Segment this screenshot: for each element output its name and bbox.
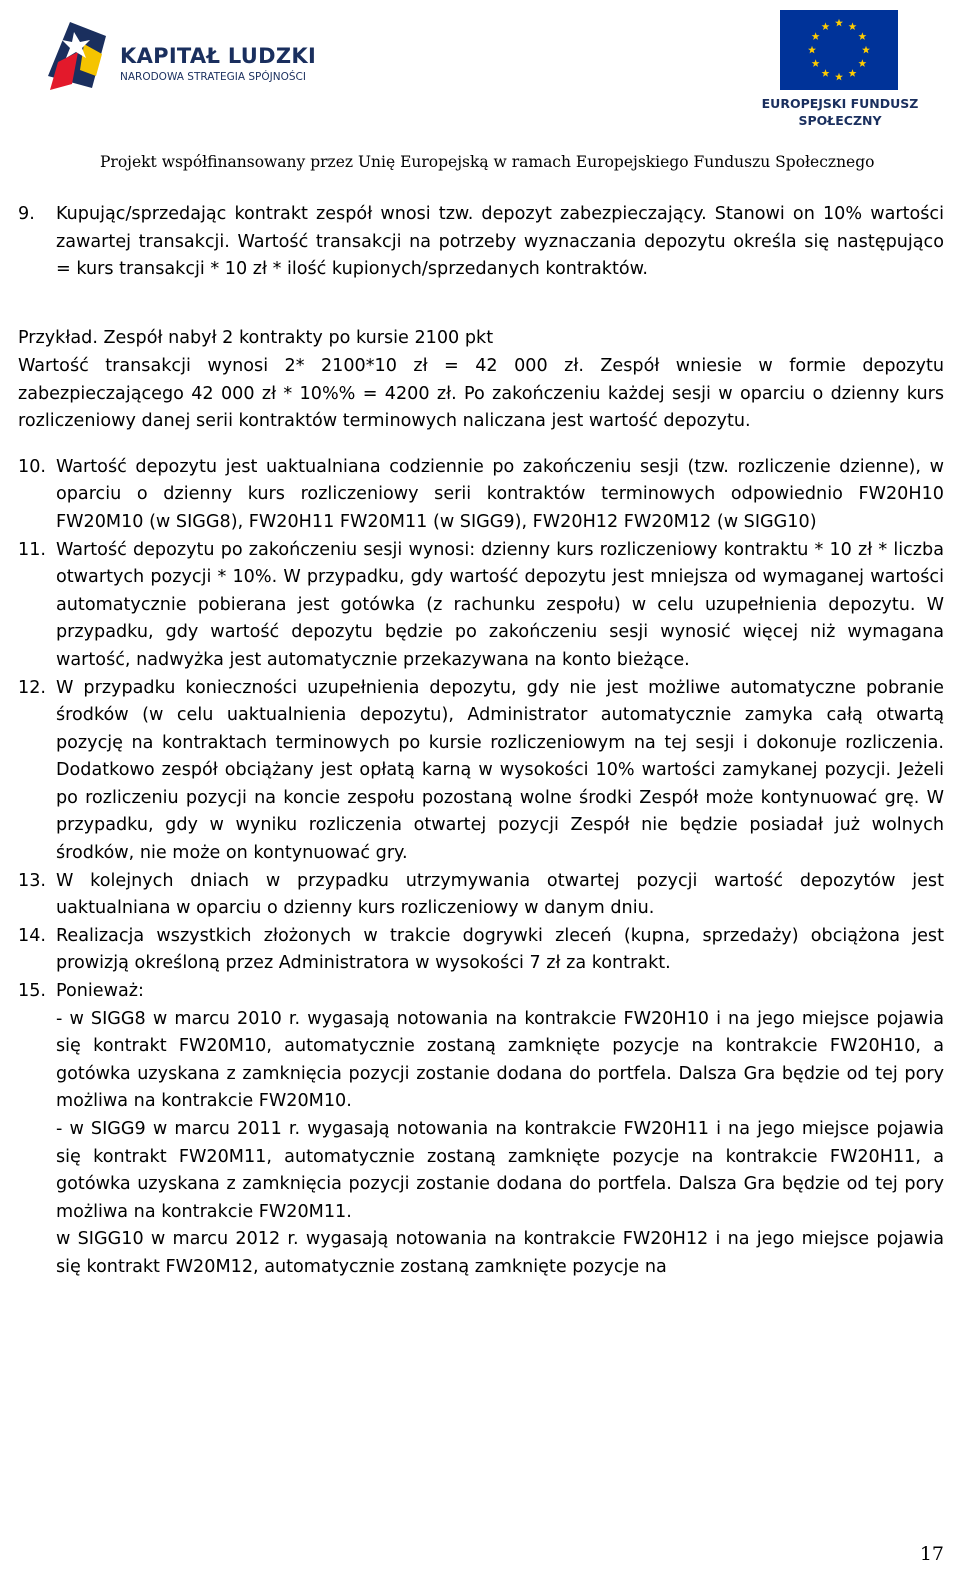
item-text: W przypadku konieczności uzupełnienia depozytu, gdy nie jest możliwe automatyczne pobranie środków (w celu uaktualnienia depozytu), Administrator automatycznie zamyka całą otwartą pozycję na kontraktach terminowych po kursie rozliczeniowym na tej sesji i dokonuje rozliczenia. Dodatkowo zespół obciążany jest opłatą karną w wysokości 10% wartości zamykanej pozycji. Jeżeli po rozliczeniu pozycji na koncie zespołu pozostaną wolne środki Zespół może kontynuować grę. W przypadku, gdy w wyniku rozliczenia otwartej pozycji Zespół nie będzie posiadał już wolnych środków, nie może on kontynuować gry. [56, 677, 944, 864]
list-item-15 [18, 978, 944, 1282]
document-body [18, 201, 944, 1282]
item-number: 14. [18, 925, 46, 946]
item-text: W kolejnych dniach w przypadku utrzymywania otwartej pozycji wartość depozytów jest uaktualniana w oparciu o dzienny kurs rozliczeniowy w danym dniu. [56, 870, 944, 919]
item-text: Wartość depozytu jest uaktualniana codziennie po zakończeniu sesji (tzw. rozliczenie dzienne), w oparciu o dzienny kurs rozliczeniowy serii kontraktów terminowych odpowiednio FW20H10 FW20M10 (w SIGG8), FW20H11 FW20M11 (w SIGG9), FW20H12 FW20M12 (w SIGG10) [56, 456, 944, 532]
logo-title: KAPITAŁ LUDZKI [120, 44, 317, 68]
eu-fund-line2: SPOŁECZNY [798, 113, 882, 128]
list-item-13 [18, 868, 944, 923]
item-number: 11. [18, 539, 46, 560]
logo-subtitle: NARODOWA STRATEGIA SPÓJNOŚCI [120, 71, 306, 83]
page-header [0, 0, 960, 180]
list-item-10 [18, 454, 944, 537]
item-text [56, 978, 944, 1282]
item-number: 15. [18, 981, 46, 1002]
item-text: Wartość depozytu po zakończeniu sesji wynosi: dzienny kurs rozliczeniowy kontraktu * 10 zł * liczba otwartych pozycji * 10%. W przypadku, gdy wartość depozytu jest mniejsza od wymaganej wartości automatycznie pobierana jest gotówka (z rachunku zespołu) w celu uzupełnienia depozytu. W przypadku, gdy wartość depozytu będzie po zakończeniu sesji wynosić więcej niż wymagana wartość, nadwyżka jest automatycznie przekazywana na konto bieżące. [56, 539, 944, 670]
project-funding-line: Projekt współfinansowany przez Unię Europejską w ramach Europejskiego Funduszu Społecznego [100, 153, 875, 171]
item-number: 10. [18, 456, 46, 477]
list-item-9 [18, 201, 944, 284]
item-15-sub-2: - w SIGG9 w marcu 2011 r. wygasają notowania na kontrakcie FW20H11 i na jego miejsce pojawia się kontrakt FW20M11, automatycznie zostaną zamknięte pozycje na kontrakcie FW20H11, a gotówka uzyskana z zamknięcia pozycji zostanie dodana do portfela. Dalsza Gra będzie od tej pory możliwa na kontrakcie FW20M11. [56, 1119, 944, 1222]
item-15-sub-1: - w SIGG8 w marcu 2010 r. wygasają notowania na kontrakcie FW20H10 i na jego miejsce pojawia się kontrakt FW20M10, automatycznie zostaną zamknięte pozycje na kontrakcie FW20H10, a gotówka uzyskana z zamknięcia pozycji zostanie dodana do portfela. Dalsza Gra będzie od tej pory możliwa na kontrakcie FW20M10. [56, 1008, 944, 1112]
example-heading: Przykład. Zespół nabył 2 kontrakty po kursie 2100 pkt [18, 328, 494, 349]
list-item-12 [18, 675, 944, 868]
item-number: 9. [18, 204, 35, 224]
page-number: 17 [919, 1543, 944, 1565]
list-item-11 [18, 537, 944, 675]
item-number: 13. [18, 870, 46, 891]
example-text: Wartość transakcji wynosi 2* 2100*10 zł = 42 000 zł. Zespół wniesie w formie depozytu zabezpieczającego 42 000 zł * 10%% = 4200 zł. Po zakończeniu każdej sesji w oparciu o dzienny kurs rozliczeniowy danej serii kontraktów terminowych naliczana jest wartość depozytu. [18, 355, 944, 432]
item-text: Realizacja wszystkich złożonych w trakcie dogrywki zleceń (kupna, sprzedaży) obciążona jest prowizją określoną przez Administratora w wysokości 7 zł za kontrakt. [56, 925, 944, 974]
item-number: 12. [18, 677, 46, 698]
eu-fund-line1: EUROPEJSKI FUNDUSZ [761, 96, 919, 111]
list-item-14 [18, 923, 944, 978]
item-text: Kupując/sprzedając kontrakt zespół wnosi tzw. depozyt zabezpieczający. Stanowi on 10% wartości zawartej transakcji. Wartość transakcji na potrzeby wyznaczania depozytu określa się następująco = kurs transakcji * 10 zł * ilość kupionych/sprzedanych kontraktów. [56, 204, 944, 280]
item-15-intro: Ponieważ: [56, 981, 144, 1002]
item-15-sub-3: w SIGG10 w marcu 2012 r. wygasają notowania na kontrakcie FW20H12 i na jego miejsce pojawia się kontrakt FW20M12, automatycznie zostaną zamknięte pozycje na [56, 1229, 944, 1277]
eu-flag-icon [780, 10, 898, 90]
